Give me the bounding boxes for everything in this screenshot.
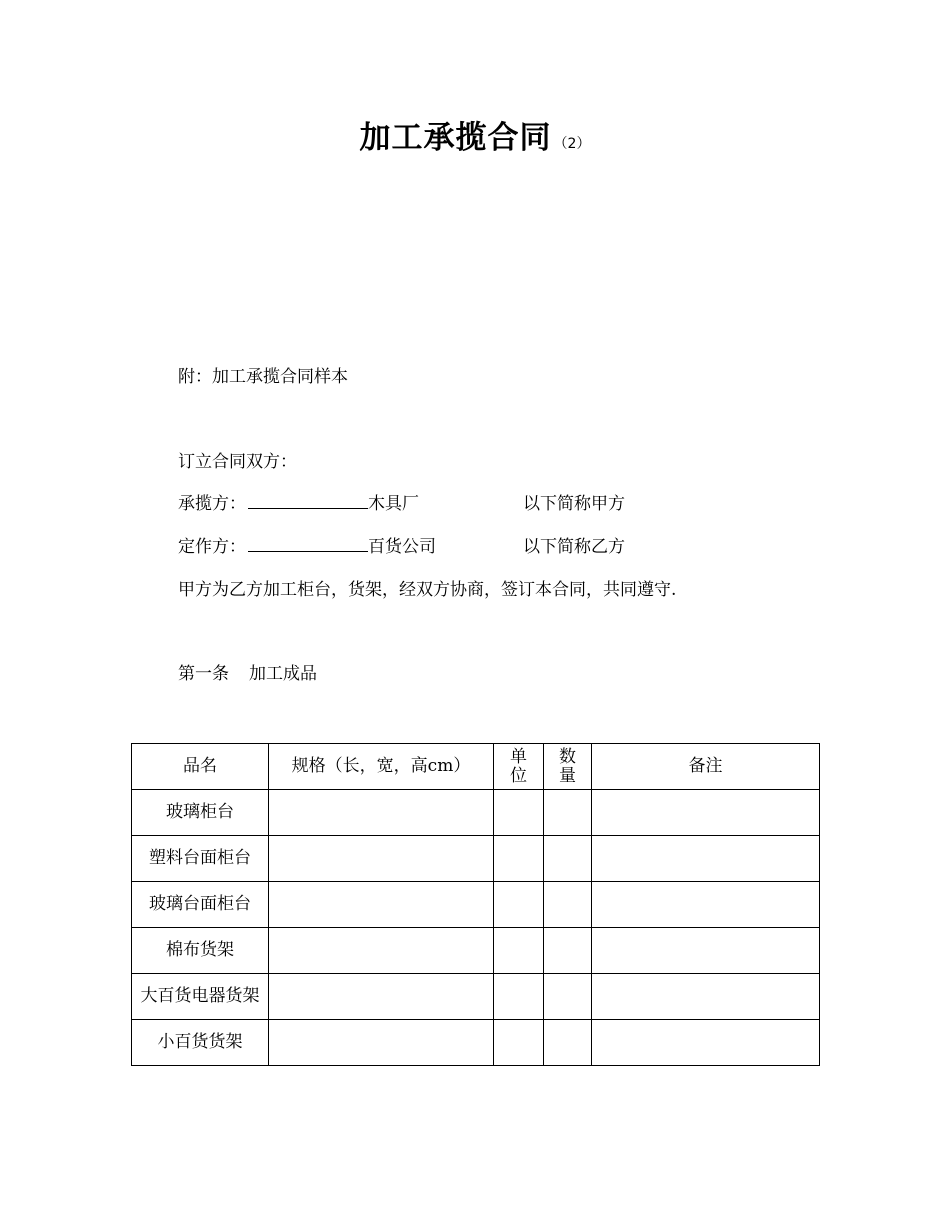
product-name-cell: 大百货电器货架 xyxy=(132,974,269,1020)
spec-cell[interactable] xyxy=(269,882,494,928)
remarks-cell[interactable] xyxy=(592,882,820,928)
header-product-name: 品名 xyxy=(132,744,269,790)
products-table xyxy=(131,743,820,1066)
article-1-title: 加工成品 xyxy=(249,664,317,684)
table-row xyxy=(132,790,820,836)
header-remarks: 备注 xyxy=(592,744,820,790)
header-specification: 规格（长，宽，高cm） xyxy=(269,744,494,790)
contractor-alias: 以下简称甲方 xyxy=(523,494,625,514)
product-name-cell: 小百货货架 xyxy=(132,1020,269,1066)
attachment-line: 附：加工承揽合同样本 xyxy=(178,367,348,387)
product-name-cell: 玻璃柜台 xyxy=(132,790,269,836)
unit-cell[interactable] xyxy=(494,974,544,1020)
table-row xyxy=(132,882,820,928)
remarks-cell[interactable] xyxy=(592,790,820,836)
unit-cell[interactable] xyxy=(494,882,544,928)
unit-cell[interactable] xyxy=(494,836,544,882)
client-label: 定作方： xyxy=(178,537,246,557)
contractor-label: 承揽方： xyxy=(178,494,246,514)
quantity-cell[interactable] xyxy=(544,836,592,882)
spec-cell[interactable] xyxy=(269,974,494,1020)
remarks-cell[interactable] xyxy=(592,836,820,882)
parties-heading: 订立合同双方： xyxy=(178,452,297,472)
unit-cell[interactable] xyxy=(494,790,544,836)
table-row xyxy=(132,928,820,974)
document-title xyxy=(0,112,950,157)
contractor-name-blank xyxy=(248,491,368,509)
client-alias: 以下简称乙方 xyxy=(523,537,625,557)
remarks-cell[interactable] xyxy=(592,974,820,1020)
quantity-cell[interactable] xyxy=(544,790,592,836)
unit-cell[interactable] xyxy=(494,928,544,974)
client-name-blank xyxy=(248,534,368,552)
product-name-cell: 棉布货架 xyxy=(132,928,269,974)
remarks-cell[interactable] xyxy=(592,928,820,974)
table-row xyxy=(132,836,820,882)
title-sub: （2） xyxy=(553,136,591,152)
title-main: 加工承揽合同 xyxy=(359,120,552,156)
client-line xyxy=(178,532,436,557)
contractor-name-suffix: 木具厂 xyxy=(368,494,419,514)
spec-cell[interactable] xyxy=(269,836,494,882)
header-unit: 单位 xyxy=(494,744,544,790)
product-name-cell: 塑料台面柜台 xyxy=(132,836,269,882)
remarks-cell[interactable] xyxy=(592,1020,820,1066)
table-row xyxy=(132,1020,820,1066)
spec-cell[interactable] xyxy=(269,790,494,836)
spec-cell[interactable] xyxy=(269,1020,494,1066)
agreement-text: 甲方为乙方加工柜台，货架，经双方协商，签订本合同，共同遵守. xyxy=(178,580,677,600)
quantity-cell[interactable] xyxy=(544,882,592,928)
product-name-cell: 玻璃台面柜台 xyxy=(132,882,269,928)
unit-cell[interactable] xyxy=(494,1020,544,1066)
quantity-cell[interactable] xyxy=(544,928,592,974)
table-row xyxy=(132,974,820,1020)
quantity-cell[interactable] xyxy=(544,1020,592,1066)
article-1-heading xyxy=(178,659,317,684)
client-name-suffix: 百货公司 xyxy=(368,537,436,557)
quantity-cell[interactable] xyxy=(544,974,592,1020)
contractor-line xyxy=(178,489,419,514)
table-header-row xyxy=(132,744,820,790)
header-quantity: 数量 xyxy=(544,744,592,790)
spec-cell[interactable] xyxy=(269,928,494,974)
article-1-number: 第一条 xyxy=(178,664,229,684)
